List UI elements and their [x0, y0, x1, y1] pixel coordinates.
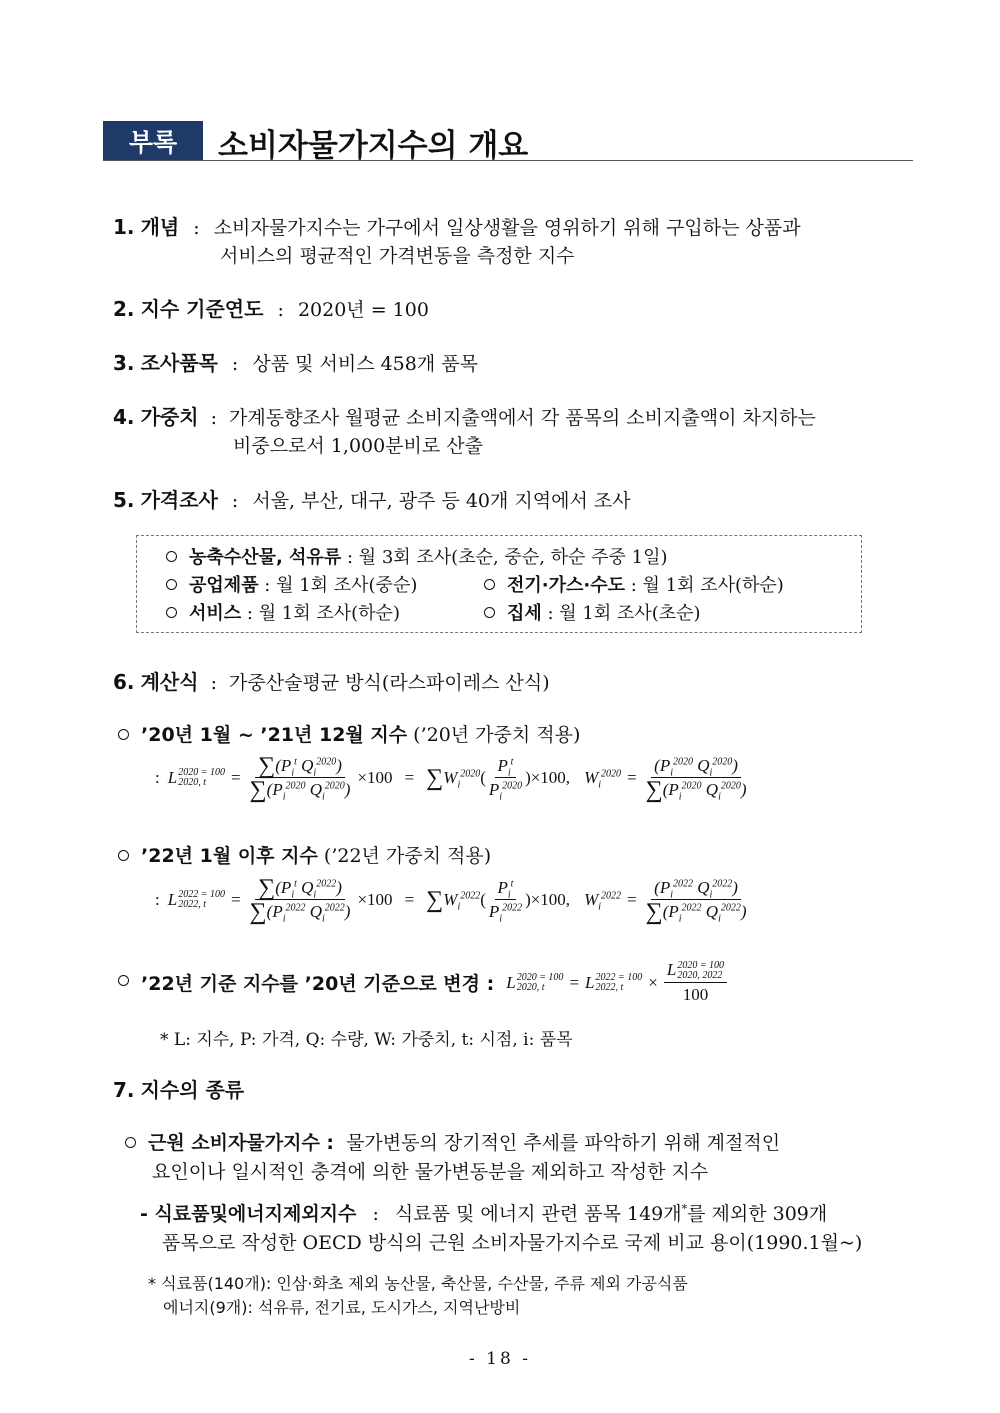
bullet-circle-icon — [166, 607, 177, 618]
section-6-number: 6. — [113, 670, 135, 694]
section-2-label: 지수 기준연도 — [140, 297, 264, 321]
bullet-circle-icon — [166, 551, 177, 562]
section-4 — [113, 403, 816, 432]
section-3-text: 상품 및 서비스 458개 품목 — [252, 353, 478, 375]
section-1 — [113, 213, 801, 242]
formula-legend: * L: 지수, P: 가격, Q: 수량, W: 가중치, t: 시점, i: 품목 — [160, 1030, 573, 1050]
section-3-number: 3. — [113, 351, 135, 375]
section-6-text: 가중산술평균 방식(라스파이레스 산식) — [229, 672, 550, 694]
core-sub-line-2: 품목으로 작성한 OECD 방식의 근원 소비자물가지수로 국제 비교 용이(1990.1월~) — [162, 1232, 863, 1254]
section-5-sep: : — [231, 490, 239, 512]
section-3-label: 조사품목 — [140, 351, 218, 375]
formula-2: : L 2022 = 100 2022, t = $\frac{\sum(P_i^t Q_i^{2022})}{\sum(P_i^{2022} Q_i^{2022})}$ ×100 = ∑ $W_i^{2022}$ ( $\frac{P_i^t}{P_i^{2022}}$ )×100, $W_i^{2022}$ = $\frac{(P_i^{2022} Q_i^{2022})}{\sum(P_i^{2022} Q_i^{2022})}$ — [155, 875, 747, 925]
core-cpi-line-1: 근원 소비자물가지수 : 물가변동의 장기적인 추세를 파악하기 위해 계절적인 — [125, 1129, 780, 1157]
survey-item-utilities: 전기·가스·수도 : 월 1회 조사(하순) — [484, 572, 784, 600]
section-5-label: 가격조사 — [140, 488, 218, 512]
section-6 — [113, 668, 550, 697]
section-3 — [113, 349, 478, 378]
section-4-text-1: 가계동향조사 월평균 소비지출액에서 각 품목의 소비지출액이 차지하는 — [229, 407, 816, 429]
section-4-label: 가중치 — [140, 405, 199, 429]
section-3-sep: : — [231, 353, 239, 375]
formula-2-heading: ’22년 1월 이후 지수 (’22년 가중치 적용) — [118, 842, 491, 870]
section-4-text-2: 비중으로서 1,000분비로 산출 — [233, 435, 484, 457]
section-1-number: 1. — [113, 215, 135, 239]
survey-item-agri: 농축수산물, 석유류 : 월 3회 조사(초순, 중순, 하순 주중 1일) — [166, 544, 668, 572]
section-6-label: 계산식 — [140, 670, 199, 694]
title-rule — [103, 160, 913, 161]
section-5 — [113, 486, 631, 515]
section-7-label: 지수의 종류 — [140, 1078, 245, 1102]
footnote-energy: 에너지(9개): 석유류, 전기료, 도시가스, 지역난방비 — [163, 1298, 521, 1317]
formula-3: ’22년 기준 지수를 ’20년 기준으로 변경 : L 2020 = 100 2020, t = L 2022 = 100 2022, t × L 2020 = 100 2020, 2022 100 — [118, 960, 727, 1005]
appendix-badge: 부록 — [103, 121, 203, 161]
section-7 — [113, 1076, 244, 1105]
page-title: 소비자물가지수의 개요 — [218, 128, 529, 164]
section-1-sep: : — [193, 217, 200, 239]
bullet-circle-icon — [484, 607, 495, 618]
formula-1: : L 2020 = 100 2020, t = $\frac{\sum(P_i^t Q_i^{2020})}{\sum(P_i^{2020} Q_i^{2020})}$ ×100 = ∑ $W_i^{2020}$ ( $\frac{P_i^t}{P_i^{2020}}$ )×100, $W_i^{2020}$ = $\frac{(P_i^{2020} Q_i^{2020})}{\sum(P_i^{2020} Q_i^{2020})}$ — [155, 753, 747, 803]
core-cpi-line-2: 요인이나 일시적인 충격에 의한 물가변동분을 제외하고 작성한 지수 — [152, 1161, 709, 1183]
core-sub-line-1: - 식료품및에너지제외지수 : 식료품 및 에너지 관련 품목 149개*를 제외한 309개 — [140, 1202, 828, 1225]
section-7-number: 7. — [113, 1078, 135, 1102]
survey-item-industrial: 공업제품 : 월 1회 조사(중순) — [166, 572, 417, 600]
section-4-number: 4. — [113, 405, 135, 429]
survey-item-services: 서비스 : 월 1회 조사(하순) — [166, 600, 400, 628]
formula-1-heading: ’20년 1월 ~ ’21년 12월 지수 (’20년 가중치 적용) — [118, 721, 580, 749]
bullet-circle-icon — [125, 1137, 136, 1148]
bullet-circle-icon — [484, 579, 495, 590]
section-4-sep: : — [210, 407, 217, 429]
section-5-number: 5. — [113, 488, 135, 512]
section-2-text: 2020년 = 100 — [297, 299, 429, 321]
bullet-circle-icon — [118, 729, 129, 740]
section-1-text-1: 소비자물가지수는 가구에서 일상생활을 영위하기 위해 구입하는 상품과 — [213, 217, 801, 239]
section-2-sep: : — [277, 299, 284, 321]
bullet-circle-icon — [118, 975, 129, 986]
section-1-text-2: 서비스의 평균적인 가격변동을 측정한 지수 — [220, 245, 575, 267]
bullet-circle-icon — [166, 579, 177, 590]
section-1-label: 개념 — [140, 215, 180, 239]
bullet-circle-icon — [118, 850, 129, 861]
section-2 — [113, 295, 429, 324]
page-number: - 18 - — [469, 1349, 531, 1369]
section-5-text: 서울, 부산, 대구, 광주 등 40개 지역에서 조사 — [252, 490, 631, 512]
section-6-sep: : — [210, 672, 217, 694]
section-2-number: 2. — [113, 297, 135, 321]
survey-item-rent: 집세 : 월 1회 조사(초순) — [484, 600, 701, 628]
footnote-food: * 식료품(140개): 인삼·화초 제외 농산물, 축산물, 수산물, 주류 제외 가공식품 — [148, 1274, 688, 1293]
